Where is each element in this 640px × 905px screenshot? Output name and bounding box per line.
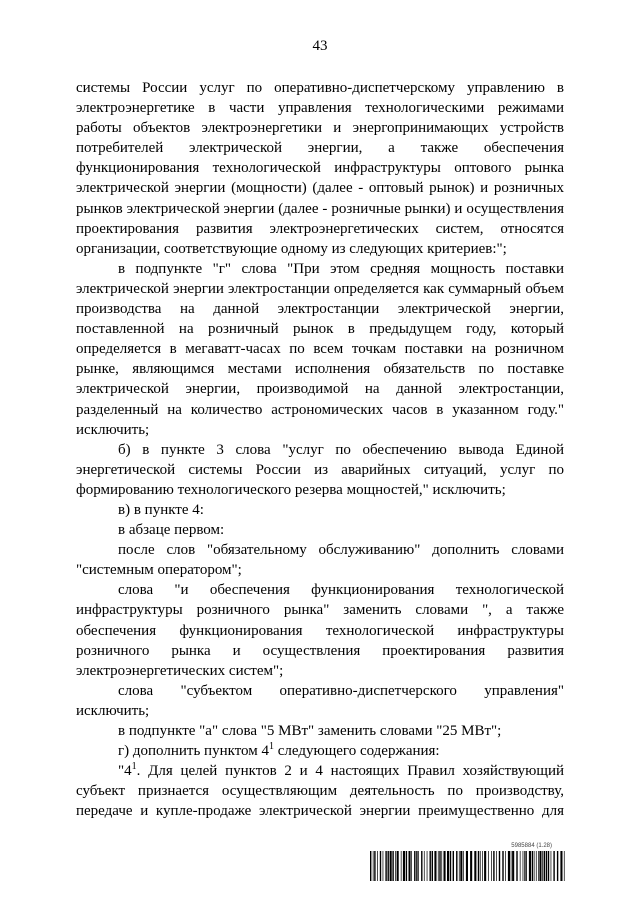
barcode-bar	[430, 851, 431, 881]
barcode-bar	[502, 851, 503, 881]
barcode-bar	[380, 851, 381, 881]
paragraph-replace-words: слова "и обеспечения функционирования технологической инфраструктуры розничного рынка" заменить словами ", а также обеспечения функционирования технологической инфраструктуры розничного рынка и осуществления проектирования развития электроэнергетических систем";	[76, 582, 564, 679]
barcode-bar	[488, 851, 489, 881]
barcode-bar	[453, 851, 454, 881]
paragraph-subpoint-g: в подпункте "г" слова "При этом средняя мощность поставки электрической энергии электростанции определяется как суммарный объем производства на данной электростанции электрической энергии, поставленной на розничный рынок в предыдущем году, который определяется в мегаватт-часах по всем точкам поставки на розничном рынке, являющимся местами исполнения обязательств по поставке электрической энергии, производимой на данной электростанции, разделенный на количество астрономических часов в указанном году." исключить;	[76, 260, 564, 438]
paragraph-item-b: б) в пункте 3 слова "услуг по обеспечению вывода Единой энергетической системы России из аварийных ситуаций, услуг по формированию технологического резерва мощностей," исключить;	[76, 441, 564, 498]
barcode-bar	[466, 851, 468, 881]
paragraph-first-abzac: в абзаце первом:	[118, 522, 225, 539]
barcode-bar	[383, 851, 384, 881]
barcode-bar	[456, 851, 457, 881]
barcode-bar	[373, 851, 374, 881]
barcode-bar	[385, 851, 386, 881]
barcode-bar	[416, 851, 417, 881]
barcode-image	[370, 851, 566, 881]
barcode-caption: 5985884 (1.28)	[511, 843, 552, 849]
barcode-bar	[424, 851, 425, 881]
barcode-bar	[544, 851, 545, 881]
barcode-bar	[564, 851, 565, 881]
barcode-bar	[560, 851, 562, 881]
barcode-bar	[508, 851, 510, 881]
barcode-bar	[520, 851, 521, 881]
barcode-bar	[538, 851, 539, 881]
item-g-text-end: следующего содержания:	[274, 743, 440, 760]
barcode-bar	[511, 851, 512, 881]
barcode-bar	[444, 851, 446, 881]
barcode-bar	[406, 851, 407, 881]
barcode-bar	[401, 851, 402, 881]
barcode-bar	[480, 851, 481, 881]
document-body	[76, 78, 564, 821]
barcode-bar	[539, 851, 541, 881]
barcode-bar	[388, 851, 389, 881]
barcode-bar	[395, 851, 396, 881]
barcode-bar	[409, 851, 411, 881]
barcode-bar	[525, 851, 526, 881]
barcode-bar	[529, 851, 531, 881]
barcode-bar	[482, 851, 483, 881]
barcode-bar	[524, 851, 525, 881]
barcode-bar	[493, 851, 494, 881]
barcode-bar	[427, 851, 428, 881]
point-4-1-superscript: 1	[131, 761, 137, 773]
barcode-bar	[551, 851, 552, 881]
page-number: 43	[312, 38, 328, 54]
paragraph-criteria-continuation: системы России услуг по оперативно-диспетчерскому управлению в электроэнергетике в части управления технологическими режимами работы объектов электроэнергетики и энергопринимающих устройств потребителей электрической энергии, а также обеспечения функционирования технологической инфраструктуры оптового рынка электрической энергии (мощности) (далее - оптовый рынок) и розничных рынков электрической энергии (далее - розничные рынки) и осуществления проектирования развития электроэнергетических систем, относятся организации, соответствующие одному из следующих критериев:";	[76, 80, 564, 257]
barcode-bar	[377, 851, 378, 881]
barcode-bar	[470, 851, 472, 881]
barcode-bar	[414, 851, 415, 881]
barcode-bar	[542, 851, 543, 881]
barcode-bar	[460, 851, 462, 881]
barcode-bar	[474, 851, 476, 881]
point-4-1-number: "4	[118, 763, 132, 780]
barcode-bar	[459, 851, 460, 881]
barcode-bar	[441, 851, 442, 881]
barcode-bar	[450, 851, 451, 881]
paragraph-point-4-1	[76, 761, 564, 821]
point-4-1-text: . Для целей пунктов 2 и 4 настоящих Правил хозяйствующий субъект признается осуществляющим деятельность по производству, передаче и купле-продаже электрической энергии преимущественно для	[76, 763, 564, 820]
barcode-bar	[421, 851, 422, 881]
barcode-bar	[496, 851, 497, 881]
barcode-bar	[499, 851, 500, 881]
barcode-bar	[548, 851, 549, 881]
barcode-bar	[484, 851, 486, 881]
barcode-bar	[370, 851, 371, 881]
item-g-superscript: 1	[269, 741, 275, 753]
document-barcode	[370, 843, 566, 883]
barcode-bar	[392, 851, 393, 881]
paragraph-item-g	[76, 741, 564, 761]
barcode-bar	[418, 851, 419, 881]
barcode-bar	[390, 851, 392, 881]
barcode-bar	[432, 851, 433, 881]
barcode-bar	[434, 851, 436, 881]
barcode-bar	[447, 851, 449, 881]
paragraph-item-v: в) в пункте 4:	[118, 501, 204, 518]
barcode-bar	[491, 851, 492, 881]
barcode-bar	[403, 851, 405, 881]
barcode-bar	[512, 851, 514, 881]
paragraph-exclude-subject: слова "субъектом оперативно-диспетчерского управления" исключить;	[76, 682, 564, 719]
barcode-bar	[463, 851, 464, 881]
barcode-bar	[374, 851, 375, 881]
paragraph-subpoint-a: в подпункте "а" слова "5 МВт" заменить словами "25 МВт";	[118, 723, 502, 739]
barcode-bar	[516, 851, 517, 881]
barcode-bar	[546, 851, 547, 881]
barcode-bar	[532, 851, 533, 881]
barcode-bar	[523, 851, 524, 881]
barcode-bar	[478, 851, 479, 881]
barcode-bar	[534, 851, 535, 881]
barcode-bar	[438, 851, 439, 881]
item-g-text: г) дополнить пунктом 4	[118, 743, 270, 760]
barcode-bar	[505, 851, 506, 881]
barcode-bar	[553, 851, 554, 881]
barcode-bar	[439, 851, 440, 881]
barcode-bar	[536, 851, 537, 881]
barcode-bar	[557, 851, 558, 881]
barcode-bar	[397, 851, 399, 881]
paragraph-add-system-operator: после слов "обязательному обслуживанию" дополнить словами "системным оператором";	[76, 542, 564, 579]
barcode-bar	[411, 851, 412, 881]
